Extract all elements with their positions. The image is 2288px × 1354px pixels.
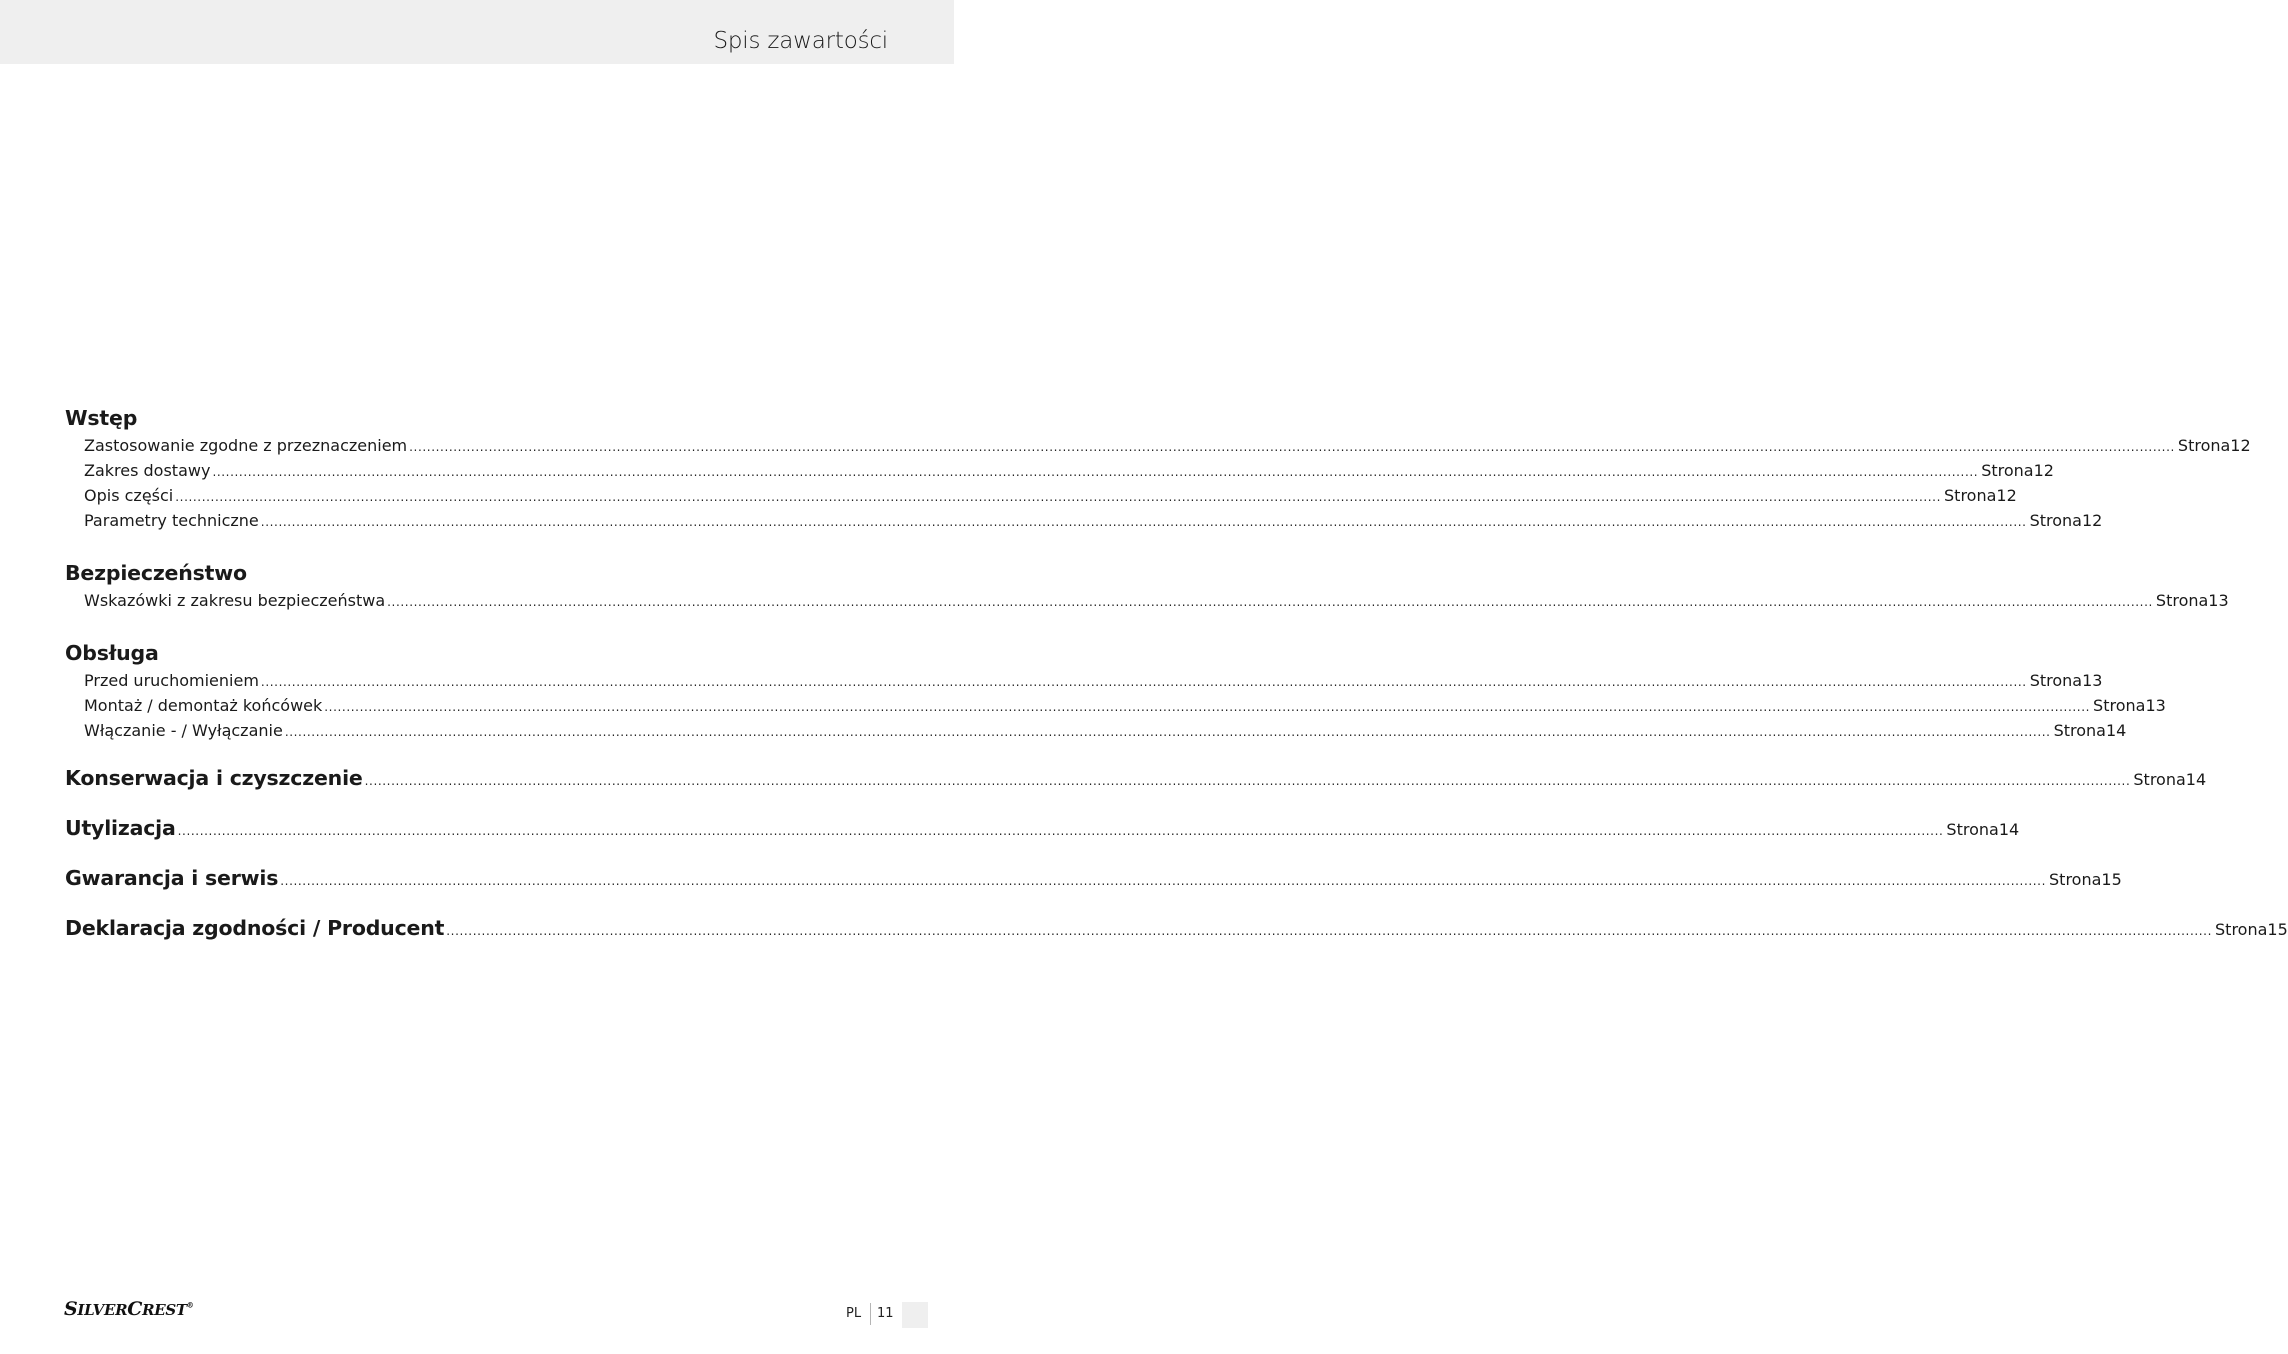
section-heading: Gwarancja i serwis: [65, 866, 279, 890]
logo-letter: C: [127, 1298, 143, 1320]
section-gap: [65, 533, 889, 558]
entry-label: Montaż / demontaż końcówek: [84, 696, 323, 715]
dot-leader: ................................................................................................................................................................................................................................................................................................................................................................................................................: [260, 515, 2027, 529]
page-prefix: Strona: [2155, 591, 2209, 610]
dot-leader: ................................................................................................................................................................................................................................................................................................................................................................................................................: [409, 440, 2175, 454]
dot-leader: ................................................................................................................................................................................................................................................................................................................................................................................................................: [284, 725, 2051, 739]
toc-entry[interactable]: [65, 458, 2054, 483]
section-heading: Obsługa: [65, 641, 159, 665]
toc-entry[interactable]: [65, 588, 2229, 613]
page-prefix: Strona: [2029, 671, 2083, 690]
dot-leader: ................................................................................................................................................................................................................................................................................................................................................................................................................: [364, 774, 2131, 788]
page-number: 15: [2267, 920, 2288, 939]
page-prefix: Strona: [2053, 721, 2106, 740]
dot-leader: ................................................................................................................................................................................................................................................................................................................................................................................................................: [446, 924, 2213, 938]
toc-entry[interactable]: [65, 693, 2166, 718]
logo-letters: ILVER: [77, 1301, 128, 1319]
page-number: 12: [2230, 436, 2251, 455]
page-number: 13: [2145, 696, 2166, 715]
footer-divider: [870, 1303, 871, 1325]
section-gap: [65, 613, 889, 638]
dot-leader: ................................................................................................................................................................................................................................................................................................................................................................................................................: [175, 490, 1942, 504]
logo-letter: S: [64, 1298, 78, 1320]
page-prefix: Strona: [2029, 511, 2082, 530]
table-of-contents: [65, 403, 2288, 943]
page-prefix: Strona: [2133, 770, 2186, 789]
dot-leader: ................................................................................................................................................................................................................................................................................................................................................................................................................: [177, 824, 1944, 838]
page-number: 14: [2185, 770, 2207, 789]
entry-label: Parametry techniczne: [84, 511, 259, 530]
page-prefix: Strona: [1981, 461, 2034, 480]
section-gap: [65, 843, 889, 863]
entry-label: Opis części: [84, 486, 174, 505]
silvercrest-logo: [64, 1298, 193, 1320]
page-prefix: Strona: [1944, 486, 1997, 505]
page-number: 14: [1998, 820, 2020, 839]
page-prefix: Strona: [2093, 696, 2146, 715]
toc-entry[interactable]: [65, 483, 2017, 508]
section-heading: Wstęp: [65, 406, 138, 430]
page-number: 13: [2208, 591, 2229, 610]
section-gap: [65, 893, 889, 913]
entry-label: Przed uruchomieniem: [84, 671, 259, 690]
page-prefix: Strona: [2049, 870, 2102, 889]
section-heading: Deklaracja zgodności / Producent: [65, 916, 445, 940]
dot-leader: ................................................................................................................................................................................................................................................................................................................................................................................................................: [280, 874, 2047, 888]
toc-heading-entry-deklaracja[interactable]: [65, 913, 2288, 943]
section-gap: [65, 743, 889, 763]
page-number: 14: [2105, 721, 2127, 740]
section-heading: Bezpieczeństwo: [65, 561, 247, 585]
page-number: 13: [2082, 671, 2103, 690]
entry-label: Zastosowanie zgodne z przeznaczeniem: [84, 436, 408, 455]
section-heading: Utylizacja: [65, 816, 176, 840]
page-number: 12: [2033, 461, 2054, 480]
toc-entry[interactable]: [65, 718, 2127, 743]
language-code: PL: [846, 1306, 862, 1321]
footer-tab-box: [902, 1302, 928, 1328]
toc-heading-entry-gwarancja[interactable]: [65, 863, 2122, 893]
logo-letters: REST: [142, 1301, 187, 1319]
toc-entry[interactable]: [65, 668, 2103, 693]
page-prefix: Strona: [1946, 820, 1999, 839]
dot-leader: ................................................................................................................................................................................................................................................................................................................................................................................................................: [212, 465, 1979, 479]
dot-leader: ................................................................................................................................................................................................................................................................................................................................................................................................................: [387, 595, 2153, 609]
registered-mark: ®: [186, 1300, 194, 1310]
toc-section-obsluga: [65, 638, 2166, 743]
page-number: 15: [2101, 870, 2122, 889]
page-prefix: Strona: [2177, 436, 2231, 455]
section-gap: [65, 793, 889, 813]
page-title: Spis zawartości: [713, 28, 888, 54]
toc-section-wstep: [65, 403, 2251, 533]
dot-leader: ................................................................................................................................................................................................................................................................................................................................................................................................................: [260, 675, 2027, 689]
page-number: 12: [2081, 511, 2103, 530]
page-number-footer: 11: [877, 1306, 894, 1321]
dot-leader: ................................................................................................................................................................................................................................................................................................................................................................................................................: [324, 700, 2091, 714]
entry-label: Wskazówki z zakresu bezpieczeństwa: [84, 591, 386, 610]
toc-heading-entry-konserwacja[interactable]: [65, 763, 2207, 793]
toc-entry[interactable]: [65, 433, 2251, 458]
toc-entry[interactable]: [65, 508, 2103, 533]
entry-label: Włączanie - / Wyłączanie: [84, 721, 283, 740]
section-heading: Konserwacja i czyszczenie: [65, 766, 363, 790]
toc-section-bezpieczenstwo: [65, 558, 2229, 613]
page-number: 12: [1996, 486, 2017, 505]
toc-heading-entry-utylizacja[interactable]: [65, 813, 2020, 843]
entry-label: Zakres dostawy: [84, 461, 211, 480]
page-prefix: Strona: [2215, 920, 2268, 939]
